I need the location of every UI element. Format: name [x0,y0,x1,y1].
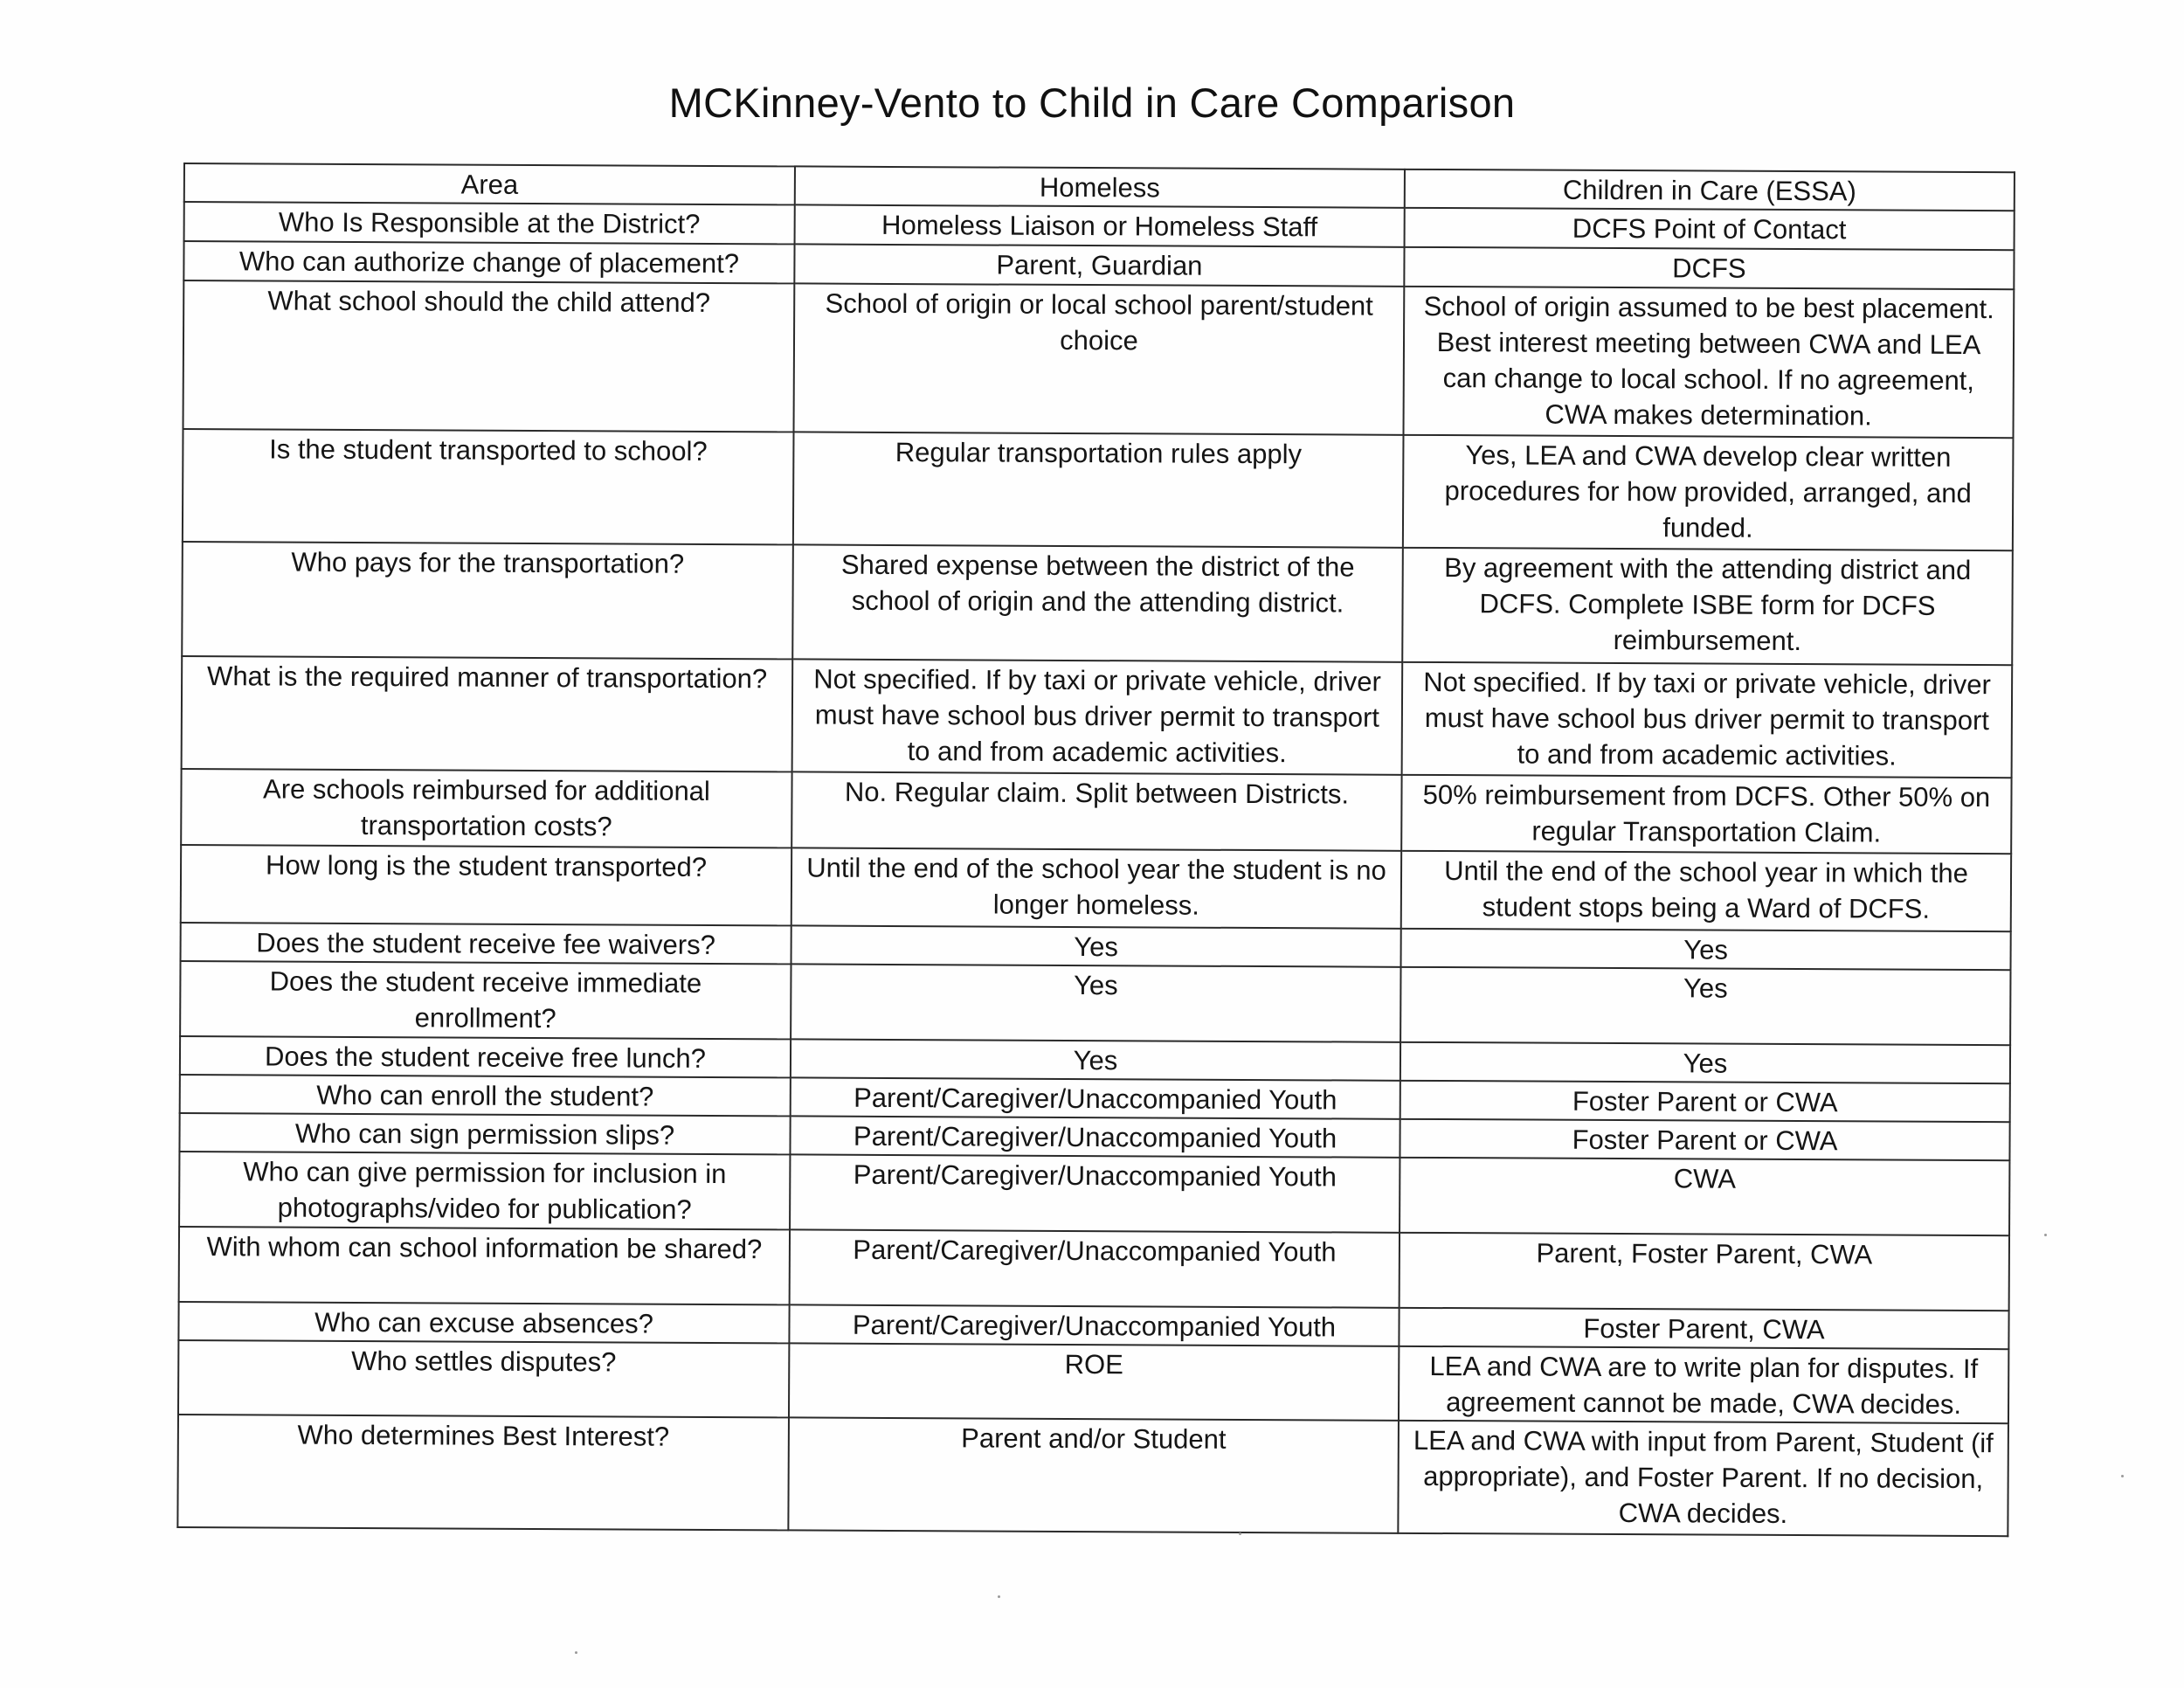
cell-homeless: Parent/Caregiver/Unaccompanied Youth [790,1116,1400,1157]
scan-speck [2044,1234,2047,1236]
cell-care: Until the end of the school year in which the student stops being a Ward of DCFS. [1401,851,2011,931]
cell-homeless: No. Regular claim. Split between Districts. [791,771,1401,850]
cell-care: Foster Parent, CWA [1399,1308,2008,1349]
cell-care: LEA and CWA are to write plan for disputes. If agreement cannot be made, CWA decides. [1399,1346,2008,1423]
cell-homeless: Yes [791,1039,1400,1080]
cell-area: Who can authorize change of placement? [183,241,794,283]
header-homeless: Homeless [795,166,1405,207]
cell-area: Who determines Best Interest? [177,1415,789,1530]
scan-speck [2121,1475,2124,1477]
cell-care: Not specified. If by taxi or private vehicle, driver must have school bus driver permit to transport to and from academic activities. [1402,662,2013,778]
cell-homeless: ROE [789,1343,1399,1420]
document-title: MCKinney-Vento to Child in Care Comparison [668,80,1516,126]
cell-homeless: Parent/Caregiver/Unaccompanied Youth [790,1229,1400,1307]
cell-care: LEA and CWA with input from Parent, Student (if appropriate), and Foster Parent. If no decision, CWA decides. [1398,1421,2008,1536]
cell-care: Foster Parent or CWA [1400,1081,2010,1122]
header-area: Area [184,163,795,204]
cell-care: Yes [1400,967,2010,1045]
cell-homeless: Yes [791,964,1400,1041]
cell-care: By agreement with the attending district and DCFS. Complete ISBE form for DCFS reimbursement. [1402,548,2013,665]
cell-care: Yes, LEA and CWA develop clear written procedures for how provided, arranged, and funded. [1403,435,2014,550]
cell-area: Does the student receive immediate enrollment? [180,961,791,1039]
cell-area: With whom can school information be shared? [179,1227,790,1304]
cell-homeless: Shared expense between the district of the school of origin and the attending district. [792,544,1403,661]
table-row [182,542,2013,665]
cell-area: Who Is Responsible at the District? [184,202,795,244]
cell-homeless: Parent/Caregiver/Unaccompanied Youth [789,1304,1399,1346]
cell-care: Foster Parent or CWA [1400,1119,2009,1160]
cell-area: Who settles disputes? [178,1340,789,1417]
cell-area: Is the student transported to school? [183,429,794,544]
cell-homeless: Yes [791,925,1401,966]
cell-care: Yes [1400,1042,2010,1083]
cell-care: 50% reimbursement from DCFS. Other 50% on regular Transportation Claim. [1401,775,2011,854]
table-row [177,1415,2008,1536]
cell-care: DCFS Point of Contact [1405,208,2015,250]
cell-area: Does the student receive free lunch? [180,1036,791,1077]
cell-homeless: Parent/Caregiver/Unaccompanied Youth [790,1154,1400,1232]
table-row [182,656,2013,778]
cell-area: Who can sign permission slips? [179,1113,790,1154]
cell-homeless: Until the end of the school year the student is no longer homeless. [791,847,1401,928]
table-row [179,1152,2009,1235]
header-children-in-care: Children in Care (ESSA) [1405,169,2015,211]
cell-area: How long is the student transported? [181,845,791,925]
cell-homeless: School of origin or local school parent/student choice [794,283,1405,434]
cell-homeless: Not specified. If by taxi or private vehicle, driver must have school bus driver permit to transport to and from academic activities. [792,659,1403,774]
cell-area: What is the required manner of transportation? [182,656,793,771]
cell-area: What school should the child attend? [183,280,795,432]
table-row [180,961,2010,1045]
cell-care: School of origin assumed to be best placement. Best interest meeting between CWA and LEA can change to local school. If no agreement, CWA makes determination. [1403,287,2014,438]
cell-homeless: Parent/Caregiver/Unaccompanied Youth [791,1077,1400,1118]
cell-care: DCFS [1404,247,2014,289]
cell-homeless: Parent and/or Student [788,1417,1399,1532]
cell-area: Are schools reimbursed for additional transportation costs? [181,769,791,847]
scan-speck [1239,1532,1241,1535]
cell-care: Parent, Foster Parent, CWA [1400,1233,2009,1311]
cell-area: Who can give permission for inclusion in photographs/video for publication? [179,1152,790,1229]
table-row [183,429,2014,550]
cell-area: Who can excuse absences? [178,1302,789,1343]
cell-care: Yes [1401,929,2011,970]
comparison-table-wrapper [176,163,2014,1537]
cell-area: Who pays for the transportation? [182,542,793,659]
scan-speck [998,1595,1000,1598]
cell-care: CWA [1400,1158,2009,1235]
cell-homeless: Regular transportation rules apply [793,432,1404,547]
table-row [179,1227,2009,1311]
table-row [181,845,2011,931]
cell-area: Does the student receive fee waivers? [181,923,791,964]
table-row [183,280,2015,438]
cell-homeless: Parent, Guardian [794,244,1404,286]
scan-speck [575,1651,577,1654]
comparison-table [176,163,2015,1537]
cell-area: Who can enroll the student? [180,1075,791,1116]
table-row [181,769,2011,854]
table-row [178,1340,2008,1423]
cell-homeless: Homeless Liaison or Homeless Staff [795,204,1405,246]
